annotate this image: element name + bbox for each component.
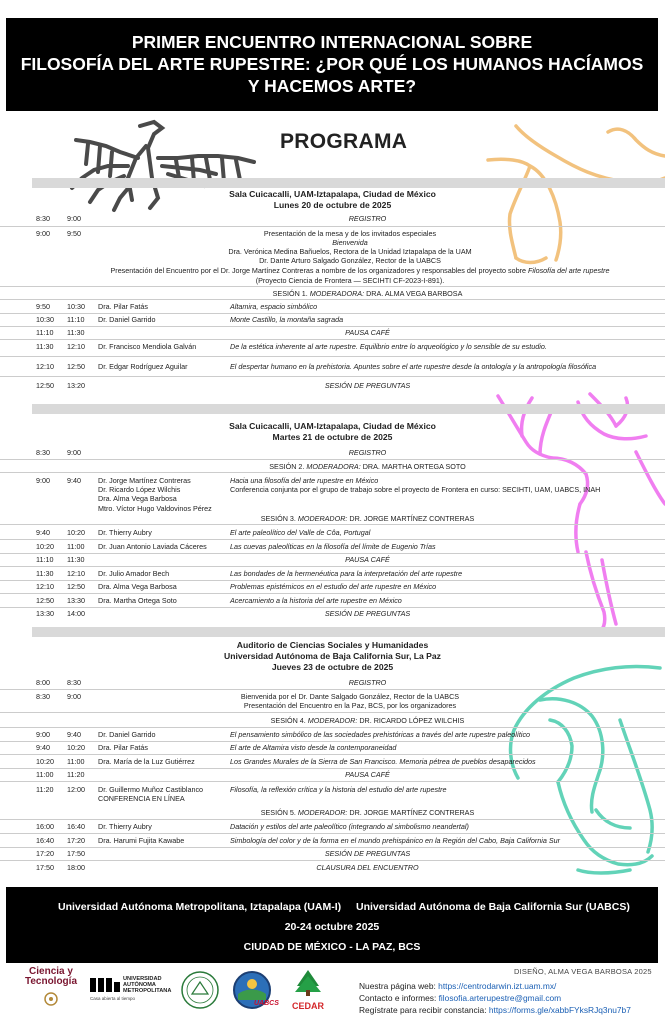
divider — [0, 539, 665, 540]
session-number: SESIÓN 2. — [269, 462, 307, 471]
section-bar-day1 — [32, 178, 665, 188]
start-time: 8:30 — [36, 692, 50, 701]
end-time: 10:30 — [67, 302, 85, 311]
divider — [0, 754, 665, 755]
divider — [0, 727, 665, 728]
session-4-label — [230, 716, 505, 726]
web-line — [359, 981, 556, 991]
venue-day3 — [0, 640, 665, 673]
mail-link[interactable]: filosofia.arterupestre@gmail.com — [438, 993, 562, 1003]
moderator-label: MODERADOR: — [297, 808, 348, 817]
speaker: Dr. Ricardo López Wilchis — [98, 485, 181, 494]
divider — [0, 299, 665, 300]
start-time: 9:00 — [36, 476, 50, 485]
divider — [0, 459, 665, 460]
start-time: 17:50 — [36, 863, 54, 872]
divider — [0, 819, 665, 820]
presentation-line: Presentación de la mesa y de los invitados especiales — [263, 229, 437, 238]
start-time: 13:30 — [36, 609, 54, 618]
start-time: 10:20 — [36, 542, 54, 551]
divider — [0, 860, 665, 861]
divider — [0, 768, 665, 769]
speaker: Dr. Daniel Garrido — [98, 315, 156, 324]
speaker: Dr. Julio Amador Bech — [98, 569, 170, 578]
talk-title: De la estética inherente al arte rupestre. Equilibrio entre lo arqueológico y lo sensible de su estudio. — [230, 342, 547, 351]
session-number: SESIÓN 4. — [270, 716, 308, 725]
speaker: Dra. Alma Vega Barbosa — [98, 582, 177, 591]
speaker: Dr. Jorge Martínez Contreras — [98, 476, 191, 485]
design-credit: DISEÑO, ALMA VEGA BARBOSA 2025 — [514, 967, 652, 976]
end-time: 12:10 — [67, 569, 85, 578]
divider — [0, 226, 665, 227]
online-note: CONFERENCIA EN LÍNEA — [98, 794, 185, 803]
start-time: 8:00 — [36, 678, 50, 687]
speaker: Dr. Juan Antonio Laviada Cáceres — [98, 542, 207, 551]
web-label: Nuestra página web: — [359, 981, 439, 991]
start-time: 8:30 — [36, 448, 50, 457]
venue-day1-line1: Sala Cuicacalli, UAM-Iztapalapa, Ciudad de México — [229, 189, 436, 199]
moderator-label: MODERADOR: — [297, 514, 348, 523]
divider — [0, 689, 665, 690]
start-time: 11:10 — [36, 328, 54, 337]
start-time: 11:30 — [36, 569, 54, 578]
bienvenida-label: Bienvenida — [332, 238, 368, 247]
cedar-logo — [286, 968, 330, 1011]
talk-title: El pensamiento simbólico de las sociedades prehistóricas a través del arte rupestre paleolítico — [230, 730, 531, 739]
divider — [0, 847, 665, 848]
end-time: 8:30 — [67, 678, 81, 687]
end-time: 9:00 — [67, 692, 81, 701]
divider — [0, 712, 665, 713]
title-banner — [6, 18, 658, 111]
questions-session: SESIÓN DE PREGUNTAS — [324, 381, 411, 390]
start-time: 12:10 — [36, 362, 54, 371]
coffee-break: PAUSA CAFÉ — [345, 328, 390, 337]
speaker: Dr. Edgar Rodríguez Aguilar — [98, 362, 188, 371]
talk-title: Datación y estilos del arte paleolítico (integrando al simbolismo neandertal) — [230, 822, 469, 831]
speaker: Dr. Daniel Garrido — [98, 730, 156, 739]
end-time: 9:40 — [67, 476, 81, 485]
seal-logo — [180, 970, 220, 1010]
end-time: 13:20 — [67, 381, 85, 390]
logo-text: METROPOLITANA — [123, 988, 172, 995]
divider — [0, 781, 665, 782]
divider — [0, 326, 665, 327]
end-time: 9:00 — [67, 214, 81, 223]
start-time: 9:40 — [36, 528, 50, 537]
end-time: 9:50 — [67, 229, 81, 238]
end-time: 11:00 — [67, 542, 85, 551]
divider — [0, 553, 665, 554]
mail-label: Contacto e informes: — [359, 993, 439, 1003]
venue-day2-line2: Martes 21 de octubre de 2025 — [272, 432, 393, 442]
talk-title: El despertar humano en la prehistoria. Apuntes sobre el arte rupestre desde la ontología y la antropología filosófica — [230, 362, 597, 371]
title-line-1: PRIMER ENCUENTRO INTERNACIONAL SOBRE — [131, 32, 533, 52]
end-time: 10:20 — [67, 743, 85, 752]
footer-uni-uam: Universidad Autónoma Metropolitana, Iztapalapa (UAM-I) — [58, 901, 342, 913]
registro-label: REGISTRO — [348, 214, 387, 223]
tree-icon — [293, 968, 323, 996]
speaker: Mtro. Víctor Hugo Valdovinos Pérez — [98, 504, 212, 513]
project-title: Filosofía del arte rupestre — [528, 266, 610, 275]
start-time: 9:00 — [36, 229, 50, 238]
venue-day2-line1: Sala Cuicacalli, UAM-Iztapalapa, Ciudad de México — [229, 421, 436, 431]
questions-session: SESIÓN DE PREGUNTAS — [324, 609, 411, 618]
rector-line: Dra. Verónica Medina Bañuelos, Rectora de la Unidad Iztapalapa de la UAM — [228, 247, 472, 256]
uam-name — [123, 976, 171, 995]
divider — [0, 286, 665, 287]
speaker: Dra. Alma Vega Barbosa — [98, 494, 177, 503]
moderator-name: DRA. ALMA VEGA BARBOSA — [364, 289, 463, 298]
start-time: 10:30 — [36, 315, 54, 324]
speaker: Dra. Harumi Fujita Kawabe — [98, 836, 185, 845]
start-time: 12:50 — [36, 596, 54, 605]
start-time: 17:20 — [36, 849, 54, 858]
end-time: 9:40 — [67, 730, 81, 739]
speaker: Dra. Pilar Fatás — [98, 302, 148, 311]
section-bar-day2 — [32, 404, 665, 414]
start-time: 16:40 — [36, 836, 54, 845]
talk-title: Filosofía, la reflexión crítica y la historia del estudio del arte rupestre — [230, 785, 447, 794]
talk-title: Los Grandes Murales de la Sierra de San Francisco. Memoria pétrea de pueblos desaparecidos — [230, 757, 536, 766]
divider — [0, 833, 665, 834]
end-time: 13:30 — [67, 596, 85, 605]
end-time: 12:50 — [67, 362, 85, 371]
venue-day1 — [0, 189, 665, 211]
moderator-label: MODERADORA: — [306, 462, 361, 471]
mail-line — [359, 993, 561, 1003]
end-time: 12:00 — [67, 785, 85, 794]
venue-day3-line2: Universidad Autónoma de Baja California Sur, La Paz — [224, 651, 441, 661]
project-code: (Proyecto Ciencia de Frontera — SECIHTI CF-2023-I-891). — [255, 276, 445, 285]
end-time: 12:50 — [67, 582, 85, 591]
divider — [0, 339, 665, 340]
welcome-line: Bienvenida por el Dr. Dante Salgado González, Rector de la UABCS — [240, 692, 460, 701]
venue-day2 — [0, 421, 665, 443]
end-time: 17:20 — [67, 836, 85, 845]
registro-label: REGISTRO — [348, 448, 387, 457]
title-line-2: FILOSOFÍA DEL ARTE RUPESTRE: ¿POR QUÉ LOS HUMANOS HACÍAMOS — [20, 54, 644, 74]
presentation-text: Presentación del Encuentro por el Dr. Jorge Martínez Contreras a nombre de los organizadores y responsables del proyecto sobre — [110, 266, 528, 275]
divider — [0, 566, 665, 567]
ciencia-tecnologia-logo — [24, 967, 78, 1010]
closing-session: CLAUSURA DEL ENCUENTRO — [316, 863, 419, 872]
register-link[interactable]: https://forms.gle/xabbFYksRJq3nu7b7 — [488, 1005, 631, 1015]
end-time: 11:10 — [67, 315, 85, 324]
start-time: 11:30 — [36, 342, 54, 351]
start-time: 11:20 — [36, 785, 54, 794]
end-time: 11:20 — [67, 770, 85, 779]
divider — [0, 524, 665, 525]
speaker: Dr. Thierry Aubry — [98, 822, 152, 831]
session-number: SESIÓN 5. — [260, 808, 298, 817]
session-number: SESIÓN 3. — [260, 514, 298, 523]
rector-line: Dr. Dante Arturo Salgado González, Rector de la UABCS — [259, 256, 441, 265]
register-label: Regístrate para recibir constancia: — [359, 1005, 489, 1015]
talk-title: Altamira, espacio simbólico — [230, 302, 318, 311]
speaker: Dr. Francisco Mendiola Galván — [98, 342, 197, 351]
uabcs-logo — [232, 970, 278, 1012]
end-time: 17:50 — [67, 849, 85, 858]
moderator-name: DR. JORGE MARTÍNEZ CONTRERAS — [347, 514, 475, 523]
start-time: 8:30 — [36, 214, 50, 223]
start-time: 9:40 — [36, 743, 50, 752]
registro-label: REGISTRO — [348, 678, 387, 687]
logo-text: Tecnología — [24, 976, 78, 987]
talk-title: Acercamiento a la historia del arte rupestre en México — [230, 596, 402, 605]
session-number: SESIÓN 1. — [272, 289, 310, 298]
session-5-label — [230, 808, 505, 818]
speaker: Dr. Thierry Aubry — [98, 528, 152, 537]
moderator-name: DR. RICARDO LÓPEZ WILCHIS — [357, 716, 465, 725]
coffee-break: PAUSA CAFÉ — [345, 555, 390, 564]
moderator-label: MODERADOR: — [307, 716, 358, 725]
start-time: 9:00 — [36, 730, 50, 739]
end-time: 11:30 — [67, 555, 85, 564]
presentation-line — [70, 266, 650, 276]
logo-text: Ciencia y — [29, 966, 73, 977]
uabcs-text: UABCS — [254, 1000, 279, 1007]
moderator-name: DR. JORGE MARTÍNEZ CONTRERAS — [347, 808, 475, 817]
session-2-label — [230, 462, 505, 472]
end-time: 9:00 — [67, 448, 81, 457]
talk-title: Simbología del color y de la forma en el mundo prehispánico en la Región del Cabo, Baja California Sur — [230, 836, 561, 845]
talk-description: Conferencia conjunta por el grupo de trabajo sobre el proyecto de Frontera en curso: SECIHTI, UAM, UABCS, INAH — [230, 485, 601, 494]
end-time: 12:10 — [67, 342, 85, 351]
divider — [0, 580, 665, 581]
divider — [0, 741, 665, 742]
talk-title: El arte paleolítico del Valle de Côa, Portugal — [230, 528, 371, 537]
session-1-label — [230, 289, 505, 299]
divider — [0, 593, 665, 594]
uam-logo — [90, 976, 170, 1002]
divider — [0, 607, 665, 608]
logo-text: UNIVERSIDAD — [123, 976, 162, 982]
end-time: 14:00 — [67, 609, 85, 618]
divider — [0, 376, 665, 377]
end-time: 11:30 — [67, 328, 85, 337]
start-time: 11:10 — [36, 555, 54, 564]
start-time: 12:50 — [36, 381, 54, 390]
cedar-text: CEDAR — [291, 1001, 324, 1011]
end-time: 10:20 — [67, 528, 85, 537]
talk-title: Monte Castillo, la montaña sagrada — [230, 315, 344, 324]
start-time: 9:50 — [36, 302, 50, 311]
divider — [0, 313, 665, 314]
speaker: Dr. Guillermo Muñoz Castiblanco — [98, 785, 204, 794]
start-time: 11:00 — [36, 770, 54, 779]
start-time: 16:00 — [36, 822, 54, 831]
end-time: 16:40 — [67, 822, 85, 831]
talk-title: El arte de Altamira visto desde la contemporaneidad — [230, 743, 397, 752]
programa-heading: PROGRAMA — [280, 130, 408, 153]
start-time: 10:20 — [36, 757, 54, 766]
end-time: 11:00 — [67, 757, 85, 766]
web-link[interactable]: https://centrodarwin.izt.uam.mx/ — [438, 981, 557, 991]
start-time: 12:10 — [36, 582, 54, 591]
register-line — [359, 1005, 631, 1015]
ciencia-emblem-icon — [43, 991, 59, 1007]
uam-motto: Casa abierta al tiempo — [90, 996, 136, 1001]
speaker: Dra. Martha Ortega Soto — [98, 596, 177, 605]
divider — [0, 472, 665, 473]
moderator-name: DRA. MARTHA ORTEGA SOTO — [360, 462, 466, 471]
logo-text: AUTÓNOMA — [123, 982, 156, 989]
uam-emblem-icon — [90, 976, 120, 994]
coffee-break: PAUSA CAFÉ — [345, 770, 390, 779]
moderator-label: MODERADORA: — [309, 289, 365, 298]
presentation-line: Presentación del Encuentro en la Paz, BCS, por los organizadores — [243, 701, 457, 710]
venue-day3-line3: Jueves 23 de octubre de 2025 — [271, 662, 394, 672]
questions-session: SESIÓN DE PREGUNTAS — [324, 849, 411, 858]
session-3-label — [230, 514, 505, 524]
talk-title: Problemas epistémicos en el estudio del arte rupestre en México — [230, 582, 437, 591]
speaker: Dra. María de la Luz Gutiérrez — [98, 757, 195, 766]
section-bar-day3 — [32, 627, 665, 637]
divider — [0, 356, 665, 357]
footer-cities: CIUDAD DE MÉXICO - LA PAZ, BCS — [243, 941, 421, 953]
talk-title: Las cuevas paleolíticas en la filosofía del límite de Eugenio Trías — [230, 542, 436, 551]
footer-uni-uabcs: Universidad Autónoma de Baja California Sur (UABCS) — [356, 901, 630, 913]
end-time: 18:00 — [67, 863, 85, 872]
speaker: Dra. Pilar Fatás — [98, 743, 148, 752]
venue-day1-line2: Lunes 20 de octubre de 2025 — [273, 200, 392, 210]
footer-banner — [6, 887, 658, 963]
venue-day3-line1: Auditorio de Ciencias Sociales y Humanidades — [236, 640, 429, 650]
footer-dates: 20-24 octubre 2025 — [284, 921, 380, 933]
talk-title: Las bondades de la hermenéutica para la interpretación del arte rupestre — [230, 569, 463, 578]
title-line-3: Y HACEMOS ARTE? — [247, 76, 417, 96]
talk-title: Hacia una filosofía del arte rupestre en México — [230, 476, 379, 485]
